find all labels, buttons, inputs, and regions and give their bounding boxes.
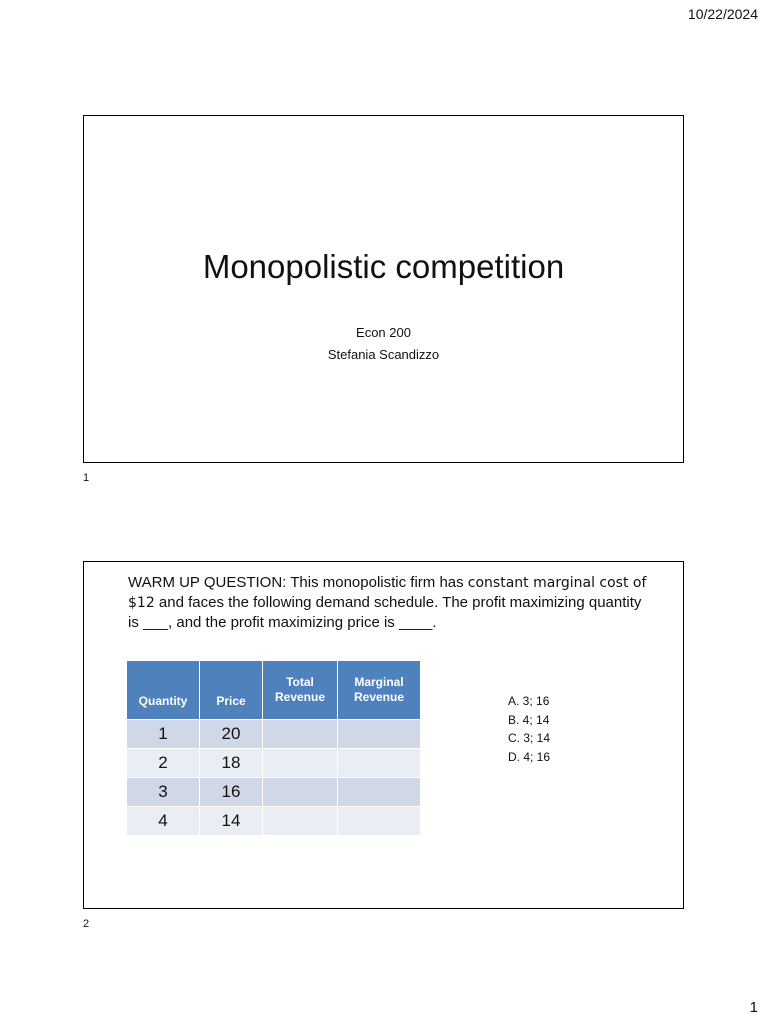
table-cell	[263, 749, 338, 778]
table-cell: 20	[200, 720, 263, 749]
question-text-start: WARM UP QUESTION: This monopolistic firm has	[128, 574, 468, 591]
table-cell	[338, 720, 421, 749]
table-cell: 2	[127, 749, 200, 778]
demand-schedule-table	[126, 660, 421, 836]
answer-choice-c: C. 3; 14	[508, 731, 551, 745]
print-date: 10/22/2024	[687, 6, 758, 22]
answer-choices	[508, 692, 550, 766]
slide-number: 1	[83, 472, 90, 484]
column-header: Total Revenue	[263, 661, 338, 720]
answer-choice-b: B. 4; 14	[508, 712, 550, 727]
table-cell	[263, 807, 338, 836]
column-header: Marginal Revenue	[338, 661, 421, 720]
table-row	[127, 778, 421, 807]
table-cell	[263, 720, 338, 749]
slide-title: Monopolistic competition	[202, 248, 565, 285]
column-header: Quantity	[127, 661, 200, 720]
table-cell: 16	[200, 778, 263, 807]
answer-choice-d: D. 4; 16	[508, 749, 551, 764]
slide-2	[83, 561, 684, 909]
table-cell: 18	[200, 749, 263, 778]
table-cell: 3	[127, 778, 200, 807]
page-number: 1	[749, 999, 758, 1016]
author-name: Stefania Scandizzo	[327, 347, 440, 362]
table-row	[127, 749, 421, 778]
table-cell	[338, 749, 421, 778]
question-emphasis: constant marginal cost of $12	[128, 575, 647, 611]
course-name: Econ 200	[356, 325, 411, 340]
table-cell	[338, 778, 421, 807]
slide-1	[83, 115, 684, 463]
slide-number: 2	[83, 918, 90, 930]
question-text-end: and faces the following demand schedule. The profit maximizing quantity is ___, and the profit maximizing price is ____.	[128, 594, 642, 631]
column-header: Price	[200, 661, 263, 720]
table-cell: 1	[127, 720, 200, 749]
table-cell	[263, 778, 338, 807]
table-row	[127, 720, 421, 749]
table-cell: 4	[127, 807, 200, 836]
table-row	[127, 807, 421, 836]
answer-choice-a: A. 3; 16	[508, 694, 550, 708]
table-cell: 14	[200, 807, 263, 836]
warm-up-question	[128, 573, 648, 633]
table-cell	[338, 807, 421, 836]
